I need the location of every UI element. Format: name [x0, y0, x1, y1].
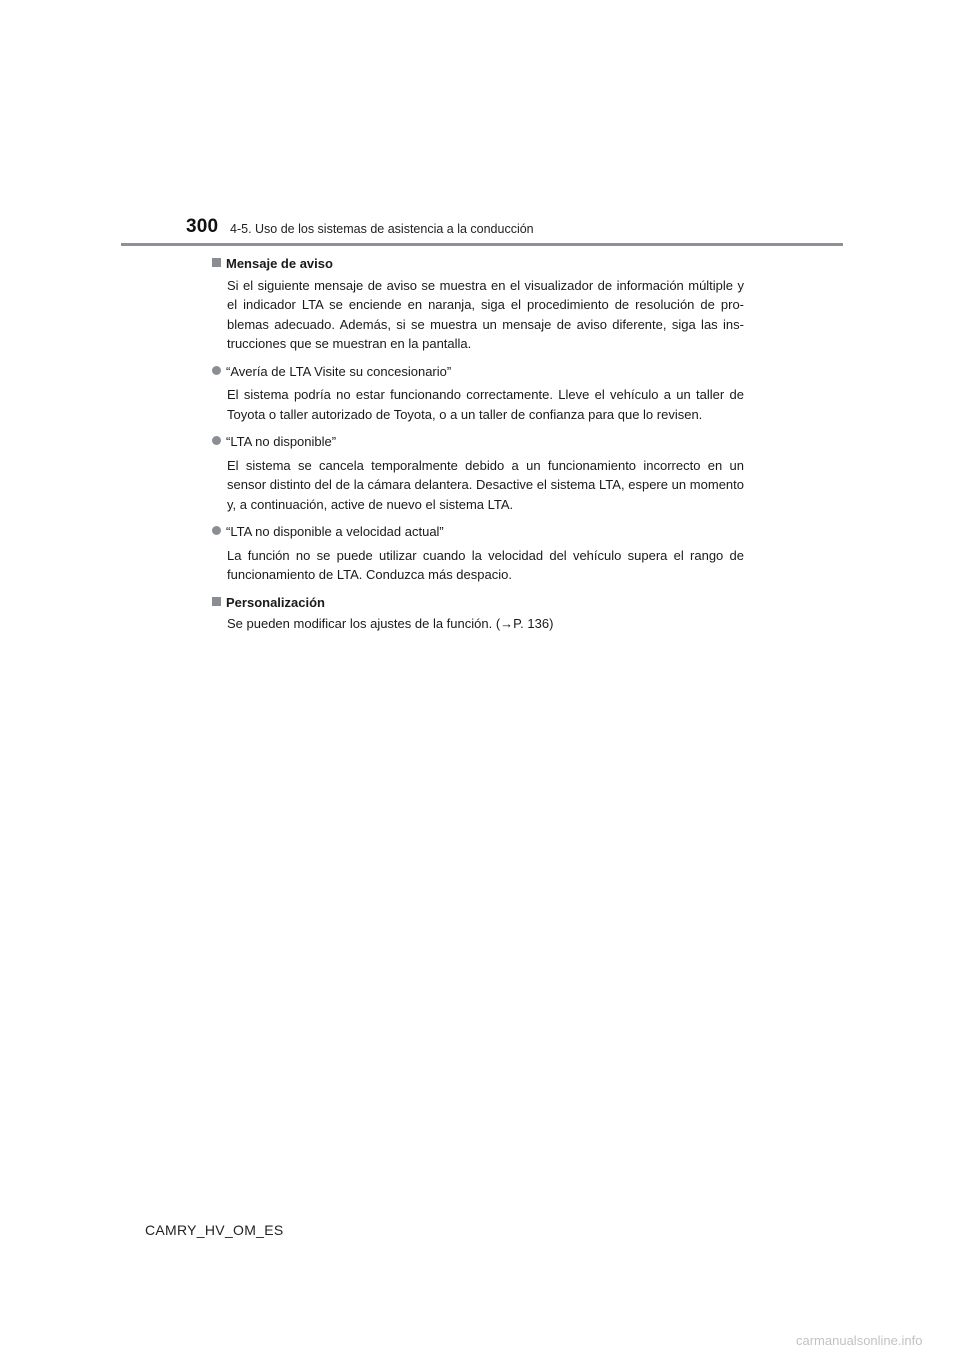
customization-heading-label: Personalización	[226, 594, 325, 610]
message-item	[212, 432, 744, 452]
square-bullet-icon	[212, 597, 221, 606]
watermark-text: carmanualsonline.info	[796, 1333, 923, 1348]
page-reference-link[interactable]: P. 136)	[513, 616, 554, 631]
message-description: El sistema podría no estar funcionando correctamente. Lleve el vehículo a un taller de Toyota o taller autorizado de Toyota, o a un taller de confianza para que lo revisen.	[227, 387, 744, 422]
page-content	[212, 254, 744, 634]
warning-intro-paragraph: Si el siguiente mensaje de aviso se muestra en el visualizador de información múltiple y el indicador LTA se enciende en naranja, siga el procedimiento de resolución de pro-blemas adecuado. Además, si se muestra un mensaje de aviso diferente, siga las ins-trucciones que se muestran en la pantalla.	[227, 277, 744, 351]
customization-paragraph	[227, 614, 744, 634]
message-title: “LTA no disponible a velocidad actual”	[226, 524, 444, 539]
message-title: “LTA no disponible”	[226, 434, 337, 449]
page-number: 300	[186, 216, 219, 237]
circle-bullet-icon	[212, 526, 221, 535]
customization-heading	[212, 593, 744, 613]
square-bullet-icon	[212, 258, 221, 267]
circle-bullet-icon	[212, 436, 221, 445]
arrow-icon: →	[500, 616, 514, 631]
customization-text: Se pueden modificar los ajustes de la función. (	[227, 616, 501, 631]
warning-heading-label: Mensaje de aviso	[226, 256, 333, 271]
message-description: La función no se puede utilizar cuando la velocidad del vehículo supera el rango de funcionamiento de LTA. Conduzca más despacio.	[227, 547, 744, 582]
manual-code: CAMRY_HV_OM_ES	[145, 1222, 284, 1238]
header-divider	[121, 243, 843, 246]
message-item	[212, 362, 744, 382]
warning-heading	[212, 254, 744, 274]
message-title: “Avería de LTA Visite su concesionario”	[226, 363, 452, 379]
section-title: 4-5. Uso de los sistemas de asistencia a la conducción	[230, 222, 534, 236]
message-description: El sistema se cancela temporalmente debido a un funcionamiento incorrecto en un sensor distinto del de la cámara delantera. Desactive el sistema LTA, espere un momento y, a continuación, active de nuevo el sistema LTA.	[227, 457, 744, 512]
circle-bullet-icon	[212, 366, 221, 375]
message-item	[212, 522, 744, 542]
